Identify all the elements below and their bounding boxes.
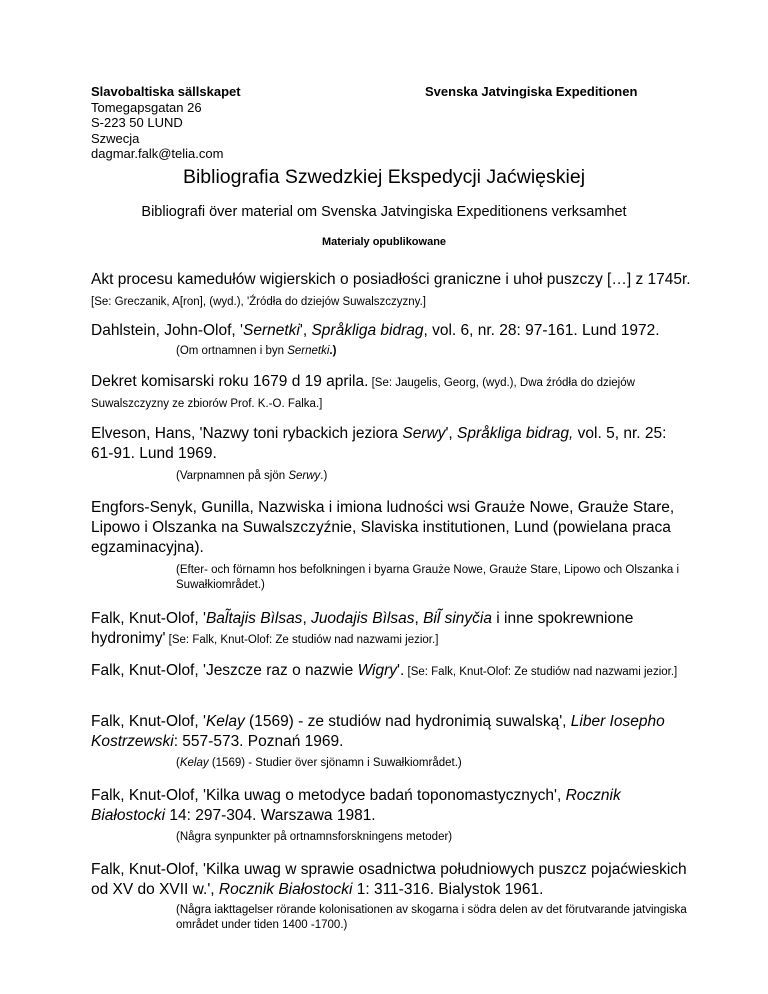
entry-text: Falk, Knut-Olof, ': [91, 610, 206, 627]
entry-text: Akt procesu kamedułów wigierskich o posiadłości graniczne i uhoł puszczy […] z 1745r.: [91, 271, 691, 288]
entry-italic: Sernetki: [243, 322, 300, 339]
note-text: (1569) - Studier över sjönamn i Suwałkiområdet.): [208, 757, 462, 769]
entry-reference: [Se: Falk, Knut-Olof: Ze studiów nad nazwami jezior.]: [404, 666, 678, 678]
sender-address: [91, 84, 241, 162]
entry-journal: Språkliga bidrag,: [457, 425, 574, 442]
document-title: Bibliografia Szwedzkiej Ekspedycji Jaćwięskiej: [182, 166, 586, 188]
entry-text: 1: 311-316. Bialystok 1961.: [352, 881, 544, 898]
entry-note: (Några synpunkter på ortnamnsforskningens metoder): [176, 831, 453, 843]
street-line: Tomegapsgatan 26: [91, 99, 202, 115]
entry-text: , vol. 6, nr. 28: 97-161. Lund 1972.: [423, 322, 660, 339]
entry-reference: [Se: Greczanik, A[ron], (wyd.), 'Źródła do dziejów Suwalszczyzny.]: [91, 296, 426, 308]
bibliography-entry: [91, 786, 691, 826]
entry-italic: Wigry: [357, 662, 398, 679]
country-line: Szwecja: [91, 130, 140, 146]
bibliography-entry: [91, 661, 691, 682]
entry-italic: Bal̃tajis Bìlsas: [205, 610, 303, 627]
entry-italic: Juodajis Bìlsas: [311, 610, 415, 627]
entry-journal: Rocznik Białostocki: [218, 881, 353, 898]
postal-line: S-223 50 LUND: [91, 115, 183, 130]
section-heading: Materialy opublikowane: [321, 236, 447, 248]
bibliography-entry: [91, 609, 691, 650]
entry-reference: [Se: Falk, Knut-Olof: Ze studiów nad nazwami jezior.]: [165, 634, 439, 646]
entry-journal: Liber Iosepho Kostrzewski: [91, 713, 665, 750]
note-text: .): [320, 470, 328, 482]
entry-text: ,: [414, 610, 424, 627]
entry-text: Falk, Knut-Olof, ': [91, 713, 206, 730]
entry-text: Dekret komisarski roku 1679 d 19 aprila.: [91, 373, 369, 390]
bibliography-entry: [91, 424, 691, 464]
entry-text: vol. 5, nr. 25: 61-91. Lund 1969.: [91, 425, 667, 462]
note-italic: Sernetki: [287, 345, 330, 357]
entry-reference: [Se: Jaugelis, Georg, (wyd.), Dwa źródła do dziejów Suwalszczyzny ze zbiorów Prof. K.-O. Falka.]: [91, 377, 635, 410]
entry-italic: Bil̃ sinyčia: [423, 610, 492, 627]
document-subtitle: Bibliografi över material om Svenska Jatvingiska Expeditionens verksamhet: [141, 204, 627, 220]
entry-text: Falk, Knut-Olof, 'Jeszcze raz o nazwie: [91, 662, 358, 679]
entry-text: ',: [299, 322, 312, 339]
note-text: (Varpnamnen på sjön: [176, 470, 289, 482]
entry-text: (1569) - ze studiów nad hydronimią suwalską',: [244, 713, 571, 730]
entry-text: '.: [397, 662, 405, 679]
bibliography-entry: [91, 860, 691, 900]
email-line: dagmar.falk@telia.com: [91, 146, 224, 161]
entry-note: [176, 756, 696, 771]
entry-text: ',: [445, 425, 458, 442]
entry-text: Falk, Knut-Olof, 'Kilka uwag w sprawie osadnictwa południowych puszcz pojaćwieskich od XV do XVII w.',: [91, 861, 687, 898]
org-name: Slavobaltiska sällskapet: [91, 84, 241, 99]
bibliography-entry: [91, 321, 691, 341]
entry-note: (Några iakttagelser rörande kolonisationen av skogarna i södra delen av det förutvarande jatvingiska området under tiden 1400 -1700.): [176, 904, 687, 931]
note-text: (Om ortnamnen i byn: [176, 345, 288, 357]
bibliography-entry: [91, 498, 691, 558]
entry-text: : 557-573. Poznań 1969.: [173, 733, 344, 750]
entry-italic: Serwy: [402, 425, 446, 442]
entry-note: [176, 469, 696, 484]
entry-text: Elveson, Hans, 'Nazwy toni rybackich jeziora: [91, 425, 403, 442]
bibliography-entry: [91, 712, 691, 752]
entry-journal: Rocznik Białostocki: [91, 787, 621, 824]
bibliography-entry: [91, 270, 691, 312]
entry-text: 14: 297-304. Warszawa 1981.: [165, 807, 376, 824]
note-italic: Kelay: [179, 757, 209, 769]
note-italic: Serwy: [288, 470, 321, 482]
entry-text: i inne spokrewnione hydronimy': [91, 610, 634, 647]
entry-text: ,: [302, 610, 312, 627]
note-text: (: [176, 757, 180, 769]
entry-text: Dahlstein, John-Olof, ': [91, 322, 244, 339]
expedition-name: Svenska Jatvingiska Expeditionen: [425, 84, 638, 99]
entry-text: Engfors-Senyk, Gunilla, Nazwiska i imiona ludności wsi Graużе Nowe, Graużе Stare, Lipowo i Olszanka na Suwalszczyźnie, Slaviska institutionen, Lund (powielana praca egzaminacyjna).: [91, 499, 675, 556]
entry-text: Falk, Knut-Olof, 'Kilka uwag o metodyce badań toponomastycznych',: [91, 787, 566, 804]
entry-journal: Språkliga bidrag: [311, 322, 424, 339]
entry-italic: Kelay: [205, 713, 245, 730]
note-text: .): [329, 345, 337, 357]
entry-note: [176, 344, 696, 359]
entry-note: (Efter- och förnamn hos befolkningen i byarna Graużе Nowe, Graużе Stare, Lipowo och Olszanka i Suwałkiområdet.): [176, 564, 680, 591]
bibliography-entry: [91, 372, 691, 414]
